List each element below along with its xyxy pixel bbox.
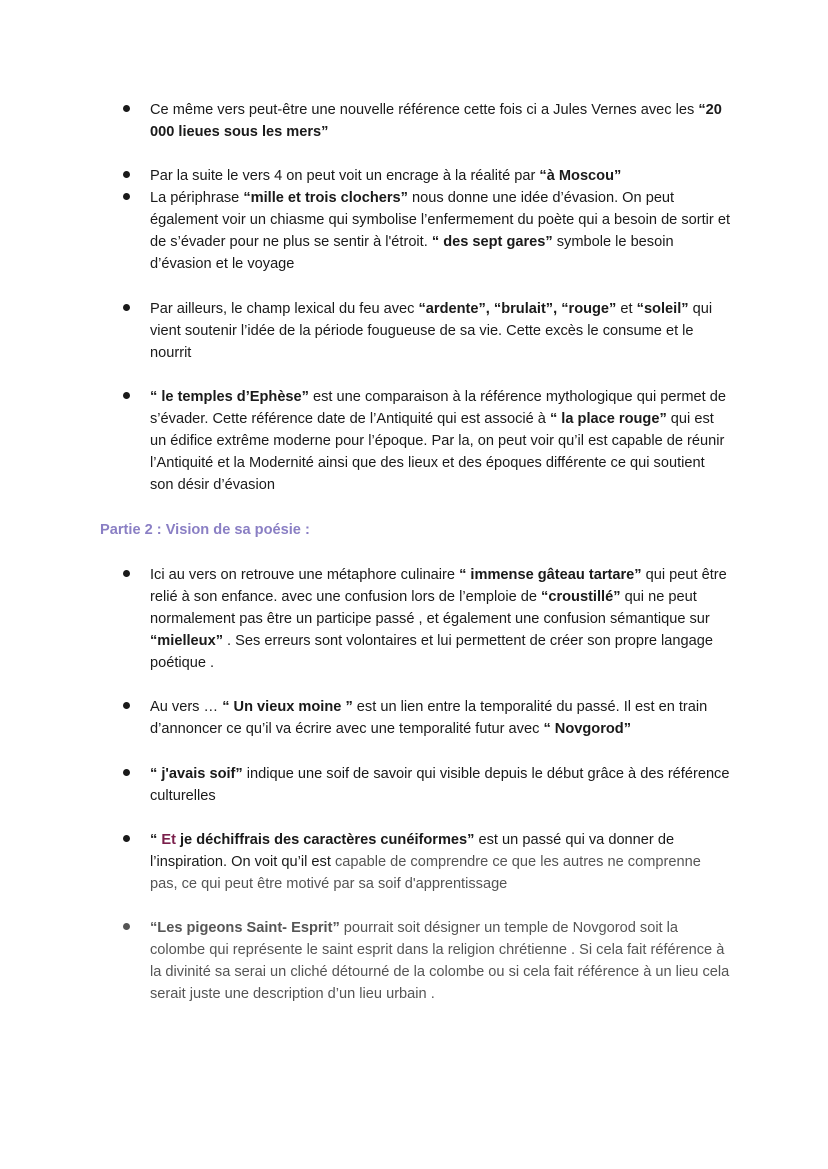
text-run: Ce même vers peut-être une nouvelle référence cette fois ci a Jules Vernes avec les	[150, 102, 699, 118]
bold-quote: “ immense gâteau tartare”	[459, 567, 642, 583]
text-run: Au vers …	[150, 699, 223, 715]
bullet-item	[150, 917, 730, 1005]
text-run: qui peut être relié à son enfance. avec une confusion lors de l’emploie de	[150, 567, 727, 605]
bullet-item	[150, 165, 730, 187]
bold-quote: “croustillé”	[541, 589, 621, 605]
text-run: qui est un édifice extrême moderne pour l’époque. Par la, on peut voir qu’il est capable de réunir l’Antiquité et la Modernité ainsi que des lieux et des époques différente ce qui soutient son désir d’évasion	[150, 411, 725, 493]
bullet-dot	[123, 392, 130, 399]
bold-quote: “ Novgorod”	[543, 721, 631, 737]
bullet-dot	[123, 105, 130, 112]
bold-quote: je déchiffrais des caractères cunéiformes”	[175, 832, 475, 848]
text-run: nous donne une idée d’évasion. On peut également voir un chiasme qui symbolise l’enfermement du poète qui a besoin de sortir et de s’évader pour ne plus se sentir à l'étroit.	[150, 190, 731, 250]
bullet-dot	[123, 702, 130, 709]
bold-quote: “	[150, 832, 162, 848]
text-run: Par la suite le vers 4 on peut voit un encrage à la réalité par	[150, 168, 540, 184]
text-run: Par ailleurs, le champ lexical du feu avec	[150, 301, 419, 317]
text-run: symbole le besoin d’évasion et le voyage	[150, 234, 674, 272]
bullet-item	[150, 187, 730, 275]
bullet-item	[150, 696, 730, 740]
bold-quote: “à Moscou”	[539, 168, 622, 184]
text-run: est un passé qui va donner de l’inspiration. On voit qu’il est	[150, 832, 675, 870]
text-run: La périphrase	[150, 190, 244, 206]
bold-quote: “soleil”	[636, 301, 689, 317]
bullet-item	[150, 564, 730, 674]
bullet-dot	[123, 193, 130, 200]
text-run: indique une soif de savoir qui visible depuis le début grâce à des référence culturelles	[150, 766, 730, 804]
bullet-dot	[123, 570, 130, 577]
bullet-item	[150, 829, 730, 895]
bold-quote: “20 000 lieues sous les mers”	[150, 102, 722, 140]
bullet-dot	[123, 171, 130, 178]
bold-quote: “ Un vieux moine ”	[222, 699, 353, 715]
bold-quote: “mille et trois clochers”	[243, 190, 408, 206]
bullet-dot	[123, 304, 130, 311]
bold-quote: “Les pigeons Saint- Esprit”	[150, 920, 340, 936]
bold-quote: “ j'avais soif”	[150, 766, 243, 782]
bullet-item	[150, 99, 730, 143]
bold-quote: “ le temples d’Ephèse”	[150, 389, 309, 405]
bullet-item	[150, 298, 730, 364]
bold-quote: Et	[161, 832, 176, 848]
text-run: Ici au vers on retrouve une métaphore culinaire	[150, 567, 460, 583]
bullet-item	[150, 763, 730, 807]
text-run: est un lien entre la temporalité du passé. Il est en train d’annoncer ce qu’il va écrire avec une temporalité futur avec	[150, 699, 708, 737]
text-run: et	[616, 301, 637, 317]
text-run: pourrait soit désigner un temple de Novgorod soit la colombe qui représente le saint esprit dans la religion chrétienne . Si cela fait référence à la divinité sa serai un cliché détourné de la colombe ou si cela fait référence à un lieu cela serait juste une description d’un lieu urbain .	[150, 920, 730, 1002]
text-run: capable de comprendre ce que les autres ne comprenne pas, ce qui peut être motivé par sa soif d'apprentissage	[150, 854, 701, 892]
text-run: qui ne peut normalement pas être un participe passé , et également une confusion sémantique sur	[150, 589, 710, 627]
text-run: est une comparaison à la référence mythologique qui permet de s’évader. Cette référence date de l’Antiquité qui est associé à	[150, 389, 726, 427]
bullet-dot	[123, 835, 130, 842]
section-heading: Partie 2 : Vision de sa poésie :	[100, 522, 310, 538]
bold-quote: “ la place rouge”	[549, 411, 667, 427]
text-run: qui vient soutenir l’idée de la période fougueuse de sa vie. Cette excès le consume et le nourrit	[150, 301, 713, 361]
bold-quote: “mielleux”	[150, 633, 223, 649]
text-run: . Ses erreurs sont volontaires et lui permettent de créer son propre langage poétique .	[150, 633, 713, 671]
bullet-dot	[123, 769, 130, 776]
bold-quote: “ des sept gares”	[431, 234, 553, 250]
bold-quote: “ardente”, “brulait”, “rouge”	[418, 301, 617, 317]
bullet-dot	[123, 923, 130, 930]
bullet-item	[150, 386, 730, 496]
